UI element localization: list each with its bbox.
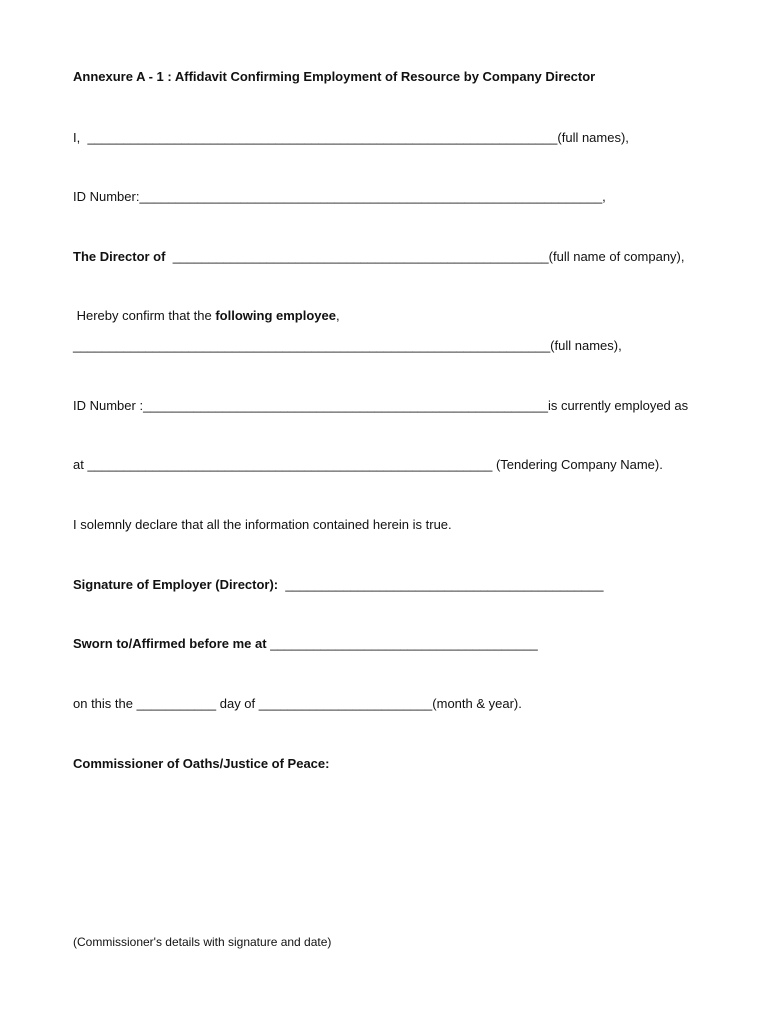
signature-line [73,577,603,593]
confirm-bold: following employee [215,308,336,323]
signature-label: Signature of Employer (Director): [73,577,279,592]
sworn-line [73,636,538,652]
id-number-line-1: ID Number:________________________________________________________________, [73,189,606,204]
confirm-suffix: , [335,308,340,323]
confirm-line [73,308,340,324]
full-names-line-2: __________________________________________________________________(full names), [73,338,622,353]
director-line [73,249,685,265]
sworn-label: Sworn to/Affirmed before me at [73,636,267,651]
director-label: The Director of [73,249,166,264]
document-title: Annexure A - 1 : Affidavit Confirming Employment of Resource by Company Director [73,69,596,84]
date-line: on this the ___________ day of ________________________(month & year). [73,696,522,711]
commissioner-details: (Commissioner's details with signature and date) [73,935,332,949]
commissioner-label: Commissioner of Oaths/Justice of Peace: [73,756,330,771]
id-number-line-2: ID Number :________________________________________________________is currently employed as [73,398,689,413]
tendering-company-line: at ________________________________________________________ (Tendering Company Name). [73,457,663,472]
company-name-blank: ____________________________________________________(full name of company), [165,249,685,264]
signature-blank: ____________________________________________ [278,577,604,592]
declaration-text: I solemnly declare that all the information contained herein is true. [73,517,452,532]
full-names-line-1: I, _________________________________________________________________(full names), [73,130,629,145]
confirm-prefix: Hereby confirm that the [73,308,216,323]
sworn-blank: _____________________________________ [266,636,538,651]
